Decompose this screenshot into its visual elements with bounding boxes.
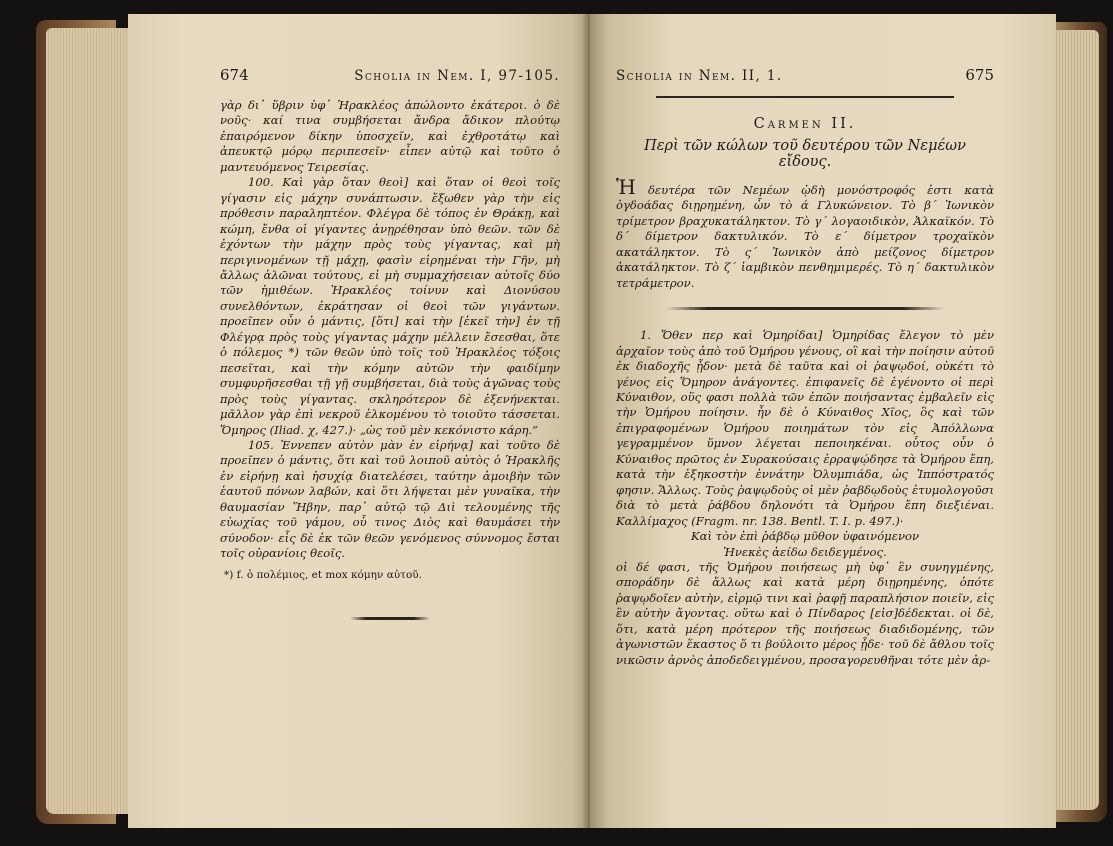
- page-edges-left: [46, 28, 136, 814]
- left-paragraph: 105. Ἐννεπεν αὐτὸν μὰν ἐν εἰρήνᾳ] καὶ τοῦτο δὲ προεῖπεν ὁ μάντις, ὅτι καὶ τοῦ λοιποῦ αὐτὸς ὁ Ἡρακλῆς ἐν εἰρήνῃ καὶ ἡσυχίᾳ διατελέσει, ταύτην ἀμοιβὴν τῶν ἑαυτοῦ πόνων λαβών, καὶ ὅτι λήψεται μὲν γυναῖκα, τὴν θαυμασίαν Ἥβην, παρ᾽ αὐτῷ τῷ Διὶ τελουμένης τῆς εὐωχίας τοῦ γάμου, οὗ τινος Διὸς καὶ θαυμάσει τὴν σύνοδον· εἶς δὲ ἐκ τῶν θεῶν γενόμενος σύννομος ἔσται τοῖς οὐρανίοις θεοῖς.: [220, 437, 560, 561]
- left-running-head: [220, 66, 560, 86]
- right-running-title: Scholia in Nem. II, 1.: [616, 68, 783, 84]
- right-page: [590, 14, 1056, 828]
- carmen-heading: Carmen II.: [753, 116, 857, 132]
- right-paragraph: οἱ δέ φασι, τῆς Ὁμήρου ποιήσεως μὴ ὑφ᾽ ἓν συνηγμένης, σποράδην δὲ ἄλλως καὶ κατὰ μέρη διῃρημένης, ὁπότε ῥαψῳδοῖεν αὐτὴν, εἱρμῷ τινι καὶ ῥαφῇ παραπλήσιον ποιεῖν, εἰς ἓν αὐτὴν ἄγοντας. οὕτω καὶ ὁ Πίνδαρος [εἰσ]δέδεκται. οἱ δὲ, ὅτι, κατὰ μέρη πρότερον τῆς ποιήσεως διαδιδομένης, τῶν ἀγωνιστῶν ἕκαστος ὅ τι βούλοιτο μέρος ᾖδε· τοῦ δὲ ἄθλου τοῖς νικῶσιν ἀρνὸς ἀποδεδειγμένου, προσαγορευθῆναι τότε μὲν ἀρ-: [616, 559, 994, 667]
- right-paragraph: 1. Ὅθεν περ καὶ Ὁμηρίδαι] Ὁμηρίδας ἔλεγον τὸ μὲν ἀρχαῖον τοὺς ἀπὸ τοῦ Ὁμήρου γένους, οἳ καὶ τὴν ποίησιν αὐτοῦ ἐκ διαδοχῆς ᾖδον· μετὰ δὲ ταῦτα καὶ οἱ ῥαψῳδοί, οὐκέτι τὸ γένος εἰς Ὅμηρον ἀνάγοντες. ἐπιφανεῖς δὲ ἐγένοντο οἱ περὶ Κύναιθον, οὕς φασι πολλὰ τῶν ἐπῶν ποιήσαντας ἐμβαλεῖν εἰς τὴν Ὁμήρου ποίησιν. ἦν δὲ ὁ Κύναιθος Χῖος, ὃς καὶ τῶν ἐπιγραφομένων Ὁμήρου ποιημάτων τὸν εἰς Ἀπόλλωνα γεγραμμένον ὕμνον λέγεται πεποιηκέναι. οὗτος οὖν ὁ Κύναιθος πρῶτος ἐν Συρακούσαις ἐρραψῴδησε τὰ Ὁμήρου ἔπη, κατὰ τὴν ἑξηκοστὴν ἐννάτην Ὀλυμπιάδα, ὡς Ἱππόστρατός φησιν. Ἄλλως. Τοὺς ῥαψῳδοὺς οἱ μὲν ῥαβδῳδοὺς ἐτυμολογοῦσι διὰ τὸ μετὰ ῥάβδου δηλονότι τὰ Ὁμήρου ἔπη διεξιέναι. Καλλίμαχος (Fragm. nr. 138. Bentl. T. I. p. 497.)·: [616, 328, 994, 528]
- verse-line: Καὶ τὸν ἐπὶ ῥάβδῳ μῦθον ὑφαινόμενον: [690, 529, 920, 544]
- drop-initial: Ἡ: [616, 175, 636, 199]
- right-running-head: [616, 66, 994, 86]
- head-rule: [656, 96, 954, 98]
- right-body: [616, 175, 995, 668]
- left-page: [128, 14, 590, 828]
- section-rule: [666, 307, 944, 310]
- left-running-title: Scholia in Nem. I, 97-105.: [354, 68, 560, 84]
- left-page-number: 674: [220, 66, 249, 84]
- carmen-subtitle: Περὶ τῶν κώλων τοῦ δευτέρου τῶν Νεμέων εἴδους.: [644, 138, 966, 170]
- intro-text: δευτέρα τῶν Νεμέων ᾠδὴ μονόστροφός ἐστι κατὰ ὀγδοάδας διῃρημένη, ὧν τὸ ά Γλυκώνειον. Τὸ β´ Ἰωνικὸν τρίμετρον βραχυκατάληκτον. Τὸ γ´ λογαοιδικὸν, Ἀλκαϊκόν. Τὸ δ´ δίμετρον δακτυλικόν. Τὸ ε´ δίμετρον τροχαϊκὸν ακατάληκτον. Τὸ ς´ Ἰωνικὸν ἀπὸ μείζονος δίμετρον ἀκατάληκτον. Τὸ ζ´ ἰαμβικὸν πενθημιμερές. Τὸ η´ δακτυλικὸν τετράμετρον.: [616, 183, 995, 290]
- right-page-number: 675: [965, 66, 994, 84]
- left-paragraph: 100. Καὶ γὰρ ὅταν θεοὶ] καὶ ὅταν οἱ θεοὶ τοῖς γίγασιν εἰς μάχην συνάπτωσιν. ἔξωθεν γὰρ τὴν εἰς πρόθεσιν παραληπτέον. Φλέγρα δὲ τόπος ἐν Θράκῃ, καὶ κώμη, ἔνθα οἱ γίγαντες ἀνῃρέθησαν ὑπὸ θεῶν. τῶν δὲ ἐχόντων τὴν μάχην πρὸς τοὺς γίγαντας, καὶ μὴ περιγινομένων τῇ μάχῃ, φασὶν εἰρημέναι τὴν Γῆν, μὴ ἄλλως ἁλῶναι τούτους, εἰ μὴ συμμαχήσειαν αὐτοῖς δύο τῶν ἡμιθέων. Ἡρακλέος τοίνυν καὶ Διονύσου συνελθόντων, ἐκράτησαν οἱ θεοὶ τῶν γιγάντων. προεῖπεν οὖν ὁ μάντις, [ὅτι] καὶ τὴν [ἐκεῖ τὴν] ἐν τῇ Φλέγρᾳ πρὸς τοὺς γίγαντας μάχην μέλλειν ἔσεσθαι, ὅτε ὁ πόλεμος *) τῶν θεῶν ὑπὸ τοῖς τοῦ Ἡρακλέος τόξοις πεσεῖται, καὶ τὴν κόμην αὐτῶν τὴν φαιδίμην συμφυρῆσεσθαι τῇ γῇ συμβήσεται, διὰ τοὺς ἀγῶνας τοὺς πρὸς τοὺς γίγαντας. σκληρότερον δὲ ἐξενήνεκται. μᾶλλον γὰρ ἐπὶ νεκροῦ ἑλκομένου τὸ τοιοῦτο τάσσεται. Ὅμηρος (Iliad. χ, 427.)· „ὡς τοῦ μὲν κεκόνιστο κάρη.“: [220, 175, 560, 437]
- left-paragraph: γὰρ δι᾽ ὕβριν ὑφ᾽ Ἡρακλέος ἀπώλοντο ἑκάτεροι. ὁ δὲ νοῦς· καί τινα συμβήσεται ἄνδρα ἄδικον πλούτῳ ἐπαιρόμενον δίκην ὑποσχεῖν, καὶ ἐχθροτάτῳ καὶ ἀπευκτῷ μόρῳ περιπεσεῖν· εἶπεν αὐτῷ καὶ τοῦτο ὁ μαντευόμενος Τειρεσίας.: [220, 98, 560, 174]
- footnote: *) f. ὁ πολέμιος, et mox κόμην αὐτοῦ.: [224, 568, 423, 581]
- verse-line: Ἠνεκὲς ἀείδω δειδεγμένος.: [723, 544, 887, 559]
- left-body: [220, 98, 560, 583]
- ornament-rule: [350, 617, 430, 620]
